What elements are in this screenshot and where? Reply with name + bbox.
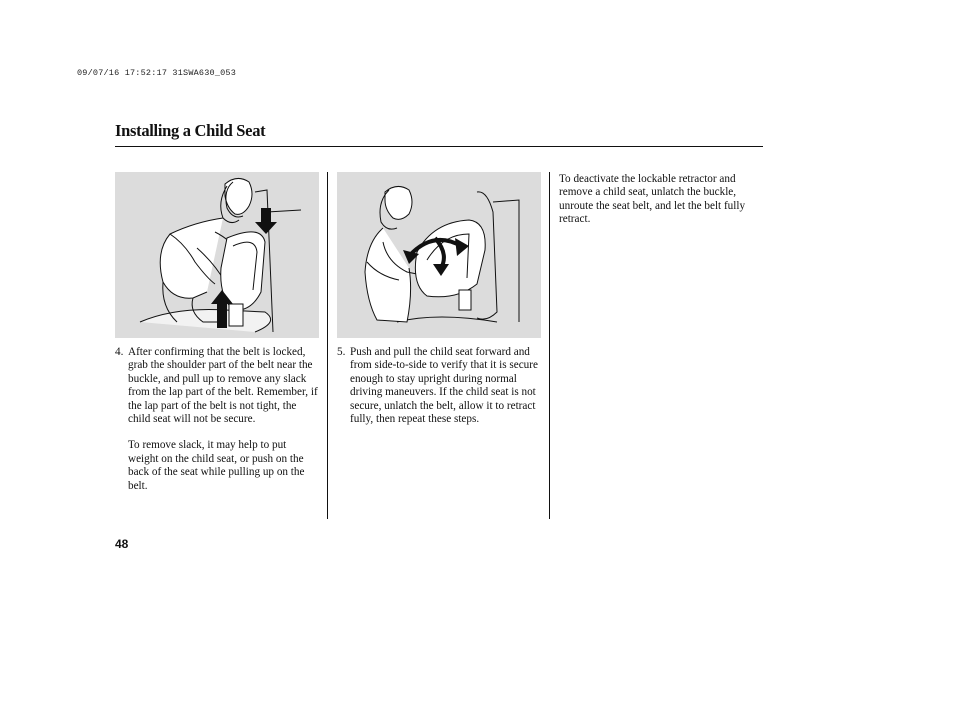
step-5-text: Push and pull the child seat forward and from side-to-side to verify that it is secure enough to stay upright during normal driving maneuvers. If the child seat is not secure, unlatch the belt, allow it to retract fully, then repeat these steps. [350, 346, 538, 426]
step-5 [337, 346, 541, 426]
deactivate-retractor-text: To deactivate the lockable retractor and remove a child seat, unlatch the buckle, unroute the seat belt, and let the belt fully retract. [559, 173, 746, 226]
right-column-text [559, 173, 763, 227]
page-title: Installing a Child Seat [115, 121, 266, 140]
person-testing-child-seat-illustration [337, 172, 541, 338]
left-column-text [115, 346, 319, 493]
person-tightening-child-seat-belt-illustration [115, 172, 319, 338]
step-4-note: To remove slack, it may help to put weight on the child seat, or push on the back of the seat while pulling up on the belt. [128, 439, 305, 492]
column-divider-right [549, 172, 550, 519]
print-stamp: 09/07/16 17:52:17 31SWA630_053 [77, 68, 237, 78]
middle-column-text [337, 346, 541, 426]
step-4-text: After confirming that the belt is locked, grab the shoulder part of the belt near the buckle, and pull up to remove any slack from the lap part of the belt. Remember, if the lap part of the belt is not tight, the child seat will not be secure. [128, 346, 318, 426]
column-divider-left [327, 172, 328, 519]
step-5-number: 5. [337, 346, 346, 358]
title-rule [115, 146, 763, 147]
page-number: 48 [115, 537, 129, 551]
step-4 [115, 346, 319, 426]
step-4-number: 4. [115, 346, 124, 358]
